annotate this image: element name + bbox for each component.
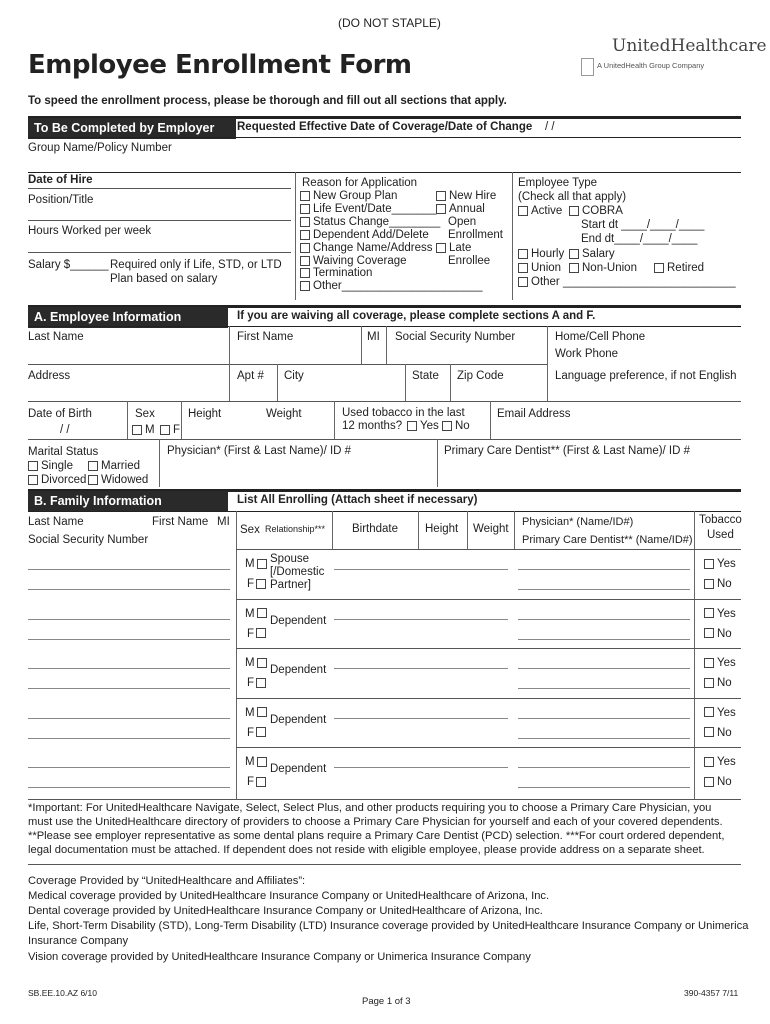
physician-line[interactable]	[518, 569, 690, 570]
col-weight: Weight	[473, 523, 509, 535]
checkbox-icon	[300, 281, 310, 291]
birthdate-line[interactable]	[334, 569, 508, 570]
tobacco-no[interactable]: No	[442, 420, 470, 432]
tobacco-no[interactable]: No	[704, 578, 732, 590]
ssn-line[interactable]	[28, 688, 230, 689]
section-b-note: List All Enrolling (Attach sheet if necessary)	[237, 494, 478, 506]
mi-label: MI	[367, 331, 380, 343]
cobra-start-date[interactable]: Start dt ____/____/____	[581, 219, 705, 231]
physician-line[interactable]	[518, 619, 690, 620]
hours-label: Hours Worked per week	[28, 225, 152, 237]
marital-divorced[interactable]: Divorced	[28, 474, 86, 486]
checkbox-icon	[257, 757, 267, 767]
email-label: Email Address	[497, 408, 571, 420]
height-label: Height	[188, 408, 222, 420]
col-dentist: Primary Care Dentist** (Name/ID#)	[522, 534, 693, 546]
coverage-line-5: Insurance Company	[28, 935, 129, 947]
dentist-line[interactable]	[518, 787, 690, 788]
checkbox-icon	[300, 268, 310, 278]
name-line[interactable]	[28, 767, 230, 768]
emp-type-hourly[interactable]: Hourly	[518, 248, 564, 260]
col-sex: Sex	[240, 524, 260, 536]
sex-m-option[interactable]: M	[245, 707, 270, 719]
relationship-label: Dependent	[270, 664, 327, 676]
checkbox-icon	[88, 475, 98, 485]
footnote-line-3: **Please see employer representative as some dental plans require a Primary Care Dentist (PCD) selection. ***For court ordered dependent,	[28, 830, 725, 842]
dob-label: Date of Birth	[28, 408, 92, 420]
col-used: Used	[707, 529, 734, 541]
coverage-line-1: Coverage Provided by “UnitedHealthcare and Affiliates”:	[28, 875, 306, 887]
logo-name: UnitedHealthcare	[612, 36, 767, 56]
reason-status-change[interactable]: Status Change________	[300, 216, 482, 229]
dentist-line[interactable]	[518, 688, 690, 689]
physician-line[interactable]	[518, 668, 690, 669]
checkbox-icon	[256, 628, 266, 638]
page-number: Page 1 of 3	[362, 996, 411, 1007]
emp-type-other[interactable]: Other ___________________________	[518, 276, 736, 288]
emp-type-non-union[interactable]: Non-Union	[569, 262, 637, 274]
reason-open: Open	[448, 215, 477, 228]
reason-termination[interactable]: Termination	[300, 267, 482, 280]
ssn-line[interactable]	[28, 639, 230, 640]
checkbox-icon	[28, 461, 38, 471]
col-last-name: Last Name	[28, 516, 84, 528]
tobacco-yes[interactable]: Yes	[704, 756, 736, 768]
row-divider	[236, 698, 741, 699]
checkbox-icon	[704, 707, 714, 717]
checkbox-icon	[300, 191, 310, 201]
coverage-line-6: Vision coverage provided by UnitedHealthcare Insurance Company or Unimerica Insurance Company	[28, 951, 531, 963]
language-label: Language preference, if not English	[555, 370, 737, 382]
reasons-right-list	[436, 190, 503, 267]
tobacco-no[interactable]: No	[704, 776, 732, 788]
col-first-name: First Name	[152, 516, 209, 528]
physician-line[interactable]	[518, 718, 690, 719]
checkbox-icon	[704, 628, 714, 638]
marital-married[interactable]: Married	[88, 460, 140, 472]
reason-waiving[interactable]: Waiving Coverage	[300, 255, 482, 268]
row-divider	[236, 648, 741, 649]
city-label: City	[284, 370, 304, 382]
checkbox-icon	[704, 579, 714, 589]
ssn-line[interactable]	[28, 738, 230, 739]
checkbox-icon	[436, 204, 446, 214]
checkbox-icon	[569, 263, 579, 273]
col-mi: MI	[217, 516, 230, 528]
salary-note-1: Required only if Life, STD, or LTD	[110, 259, 282, 271]
checkbox-icon	[257, 559, 267, 569]
checkbox-icon	[257, 707, 267, 717]
checkbox-icon	[257, 608, 267, 618]
staple-note: (DO NOT STAPLE)	[338, 16, 441, 30]
reason-dependent[interactable]: Dependent Add/Delete	[300, 229, 482, 242]
tobacco-yes[interactable]: Yes	[704, 558, 736, 570]
work-phone-label: Work Phone	[555, 348, 619, 360]
date-of-hire-label: Date of Hire	[28, 174, 93, 186]
footer-code: SB.EE.10.AZ 6/10	[28, 988, 97, 998]
col-physician: Physician* (Name/ID#)	[522, 516, 634, 528]
sex-m-option[interactable]: M	[245, 558, 270, 570]
form-number: 390-4357 7/11	[684, 988, 739, 998]
col-ssn: Social Security Number	[28, 534, 149, 546]
row-divider	[236, 599, 741, 600]
checkbox-icon	[654, 263, 664, 273]
sex-m-option[interactable]: M	[245, 756, 270, 768]
footnote-line-4: legal documentation must be attached. If dependent does not reside with eligible employee, please provide address on a separate sheet.	[28, 844, 705, 856]
tobacco-label-2: 12 months?	[342, 420, 403, 432]
reason-title: Reason for Application	[302, 177, 418, 189]
checkbox-icon	[704, 608, 714, 618]
name-line[interactable]	[28, 718, 230, 719]
checkbox-icon	[704, 658, 714, 668]
col-height: Height	[425, 523, 459, 535]
tobacco-yes[interactable]: Yes	[407, 420, 439, 432]
checkbox-icon	[407, 421, 417, 431]
checkbox-icon	[704, 757, 714, 767]
checkbox-icon	[704, 559, 714, 569]
tobacco-yes[interactable]: Yes	[704, 657, 736, 669]
relationship-label: Dependent	[270, 763, 327, 775]
address-label: Address	[28, 370, 71, 382]
group-name-label: Group Name/Policy Number	[28, 142, 172, 154]
checkbox-icon	[569, 206, 579, 216]
checkbox-icon	[256, 727, 266, 737]
footnote-line-2: must use the UnitedHealthcare directory of providers to choose a Primary Care Physician for yourself and each of your covered dependents.	[28, 816, 723, 828]
dob-field[interactable]: / /	[60, 424, 70, 436]
logo-mark-icon	[581, 58, 594, 76]
sex-f-option[interactable]: F	[247, 628, 269, 640]
sex-f-option[interactable]: F	[160, 424, 180, 436]
emp-type-retired[interactable]: Retired	[654, 262, 704, 274]
employer-section-heading: To Be Completed by Employer	[28, 118, 236, 139]
tobacco-yes[interactable]: Yes	[704, 707, 736, 719]
checkbox-icon	[569, 249, 579, 259]
dentist-line[interactable]	[518, 589, 690, 590]
checkbox-icon	[300, 243, 310, 253]
name-line[interactable]	[28, 569, 230, 570]
tobacco-no[interactable]: No	[704, 677, 732, 689]
checkbox-icon	[442, 421, 452, 431]
checkbox-icon	[518, 277, 528, 287]
row-divider	[236, 747, 741, 748]
effective-date-field[interactable]: / /	[545, 121, 555, 133]
relationship-label: Partner]	[270, 579, 311, 591]
relationship-label: Dependent	[270, 713, 327, 726]
sex-f-option[interactable]: F	[247, 578, 269, 590]
apt-label: Apt #	[237, 370, 264, 382]
section-b-heading: B. Family Information	[28, 491, 228, 512]
relationship-label: Dependent	[270, 614, 327, 627]
dentist-line[interactable]	[518, 738, 690, 739]
dentist-line[interactable]	[518, 639, 690, 640]
sex-label: Sex	[135, 408, 155, 420]
dentist-label: Primary Care Dentist** (First & Last Name)/ ID #	[444, 445, 691, 457]
checkbox-icon	[704, 777, 714, 787]
section-a-heading: A. Employee Information	[28, 307, 228, 328]
coverage-line-2: Medical coverage provided by UnitedHealthcare Insurance Company or UnitedHealthcare of Arizona, Inc.	[28, 890, 550, 902]
tobacco-no[interactable]: No	[704, 628, 732, 640]
physician-line[interactable]	[518, 767, 690, 768]
emp-type-sub: (Check all that apply)	[518, 191, 627, 203]
first-name-label: First Name	[237, 331, 294, 343]
sex-m-option[interactable]: M	[132, 424, 155, 436]
checkbox-icon	[300, 204, 310, 214]
checkbox-icon	[300, 256, 310, 266]
name-line[interactable]	[28, 619, 230, 620]
weight-label: Weight	[266, 408, 302, 420]
sex-f-option[interactable]: F	[247, 727, 269, 739]
checkbox-icon	[160, 425, 170, 435]
sex-m-option[interactable]: M	[245, 657, 270, 669]
checkbox-icon	[256, 678, 266, 688]
checkbox-icon	[257, 658, 267, 668]
sex-f-option[interactable]: F	[247, 677, 269, 689]
checkbox-icon	[436, 191, 446, 201]
checkbox-icon	[518, 263, 528, 273]
tobacco-label-1: Used tobacco in the last	[342, 407, 465, 419]
birthdate-line[interactable]	[334, 619, 508, 620]
relationship-label: Spouse	[270, 553, 310, 565]
last-name-label: Last Name	[28, 331, 84, 343]
checkbox-icon	[256, 579, 266, 589]
reason-life-event[interactable]: Life Event/Date_______	[300, 203, 482, 216]
col-relationship: Relationship***	[265, 524, 326, 534]
sex-m-option[interactable]: M	[245, 608, 270, 620]
checkbox-icon	[300, 217, 310, 227]
col-birthdate: Birthdate	[352, 523, 399, 535]
birthdate-line[interactable]	[334, 668, 508, 669]
effective-date-label: Requested Effective Date of Coverage/Date of Change	[237, 121, 533, 133]
reason-other[interactable]: Other______________________	[300, 280, 482, 293]
emp-type-union[interactable]: Union	[518, 262, 561, 274]
checkbox-icon	[300, 230, 310, 240]
marital-widowed[interactable]: Widowed	[88, 474, 148, 486]
footnote-line-1: *Important: For UnitedHealthcare Navigate, Select, Select Plus, and other products requiring you to choose a Primary Care Physician, you	[28, 802, 712, 814]
ssn-line[interactable]	[28, 589, 230, 590]
reason-new-group[interactable]: New Group Plan	[300, 190, 482, 203]
checkbox-icon	[28, 475, 38, 485]
physician-label: Physician* (First & Last Name)/ ID #	[167, 445, 352, 457]
checkbox-icon	[256, 777, 266, 787]
reason-late[interactable]: Late	[436, 242, 503, 255]
checkbox-icon	[88, 461, 98, 471]
checkbox-icon	[704, 678, 714, 688]
reason-enrollee: Enrollee	[448, 254, 491, 267]
checkbox-icon	[518, 206, 528, 216]
sex-f-option[interactable]: F	[247, 776, 269, 788]
col-tobacco: Tobacco	[699, 514, 742, 526]
reason-change-name[interactable]: Change Name/Address	[300, 242, 482, 255]
salary-label[interactable]: Salary $______	[28, 259, 109, 271]
birthdate-line[interactable]	[334, 718, 508, 719]
reason-new-hire[interactable]: New Hire	[436, 190, 503, 203]
checkbox-icon	[132, 425, 142, 435]
name-line[interactable]	[28, 668, 230, 669]
coverage-line-4: Life, Short-Term Disability (STD), Long-Term Disability (LTD) Insurance coverage provided by UnitedHealthcare Insurance Company or Unimerica	[28, 920, 749, 932]
position-label: Position/Title	[28, 194, 94, 206]
intro-text: To speed the enrollment process, please be thorough and fill out all sections that apply.	[28, 95, 507, 107]
checkbox-icon	[704, 727, 714, 737]
reason-annual[interactable]: Annual	[436, 203, 503, 216]
salary-note-2: Plan based on salary	[110, 273, 218, 285]
coverage-line-3: Dental coverage provided by UnitedHealthcare Insurance Company or UnitedHealthcare of Arizona, Inc.	[28, 905, 543, 917]
emp-type-title: Employee Type	[518, 177, 598, 189]
birthdate-line[interactable]	[334, 767, 508, 768]
checkbox-icon	[518, 249, 528, 259]
marital-single[interactable]: Single	[28, 460, 73, 472]
emp-type-salary[interactable]: Salary	[569, 248, 615, 260]
checkbox-icon	[436, 243, 446, 253]
emp-type-cobra[interactable]: COBRA	[569, 205, 623, 217]
state-label: State	[412, 370, 439, 382]
relationship-label: [/Domestic	[270, 566, 325, 578]
logo-tagline: A UnitedHealth Group Company	[597, 61, 705, 70]
home-phone-label: Home/Cell Phone	[555, 331, 646, 343]
section-a-note: If you are waiving all coverage, please complete sections A and F.	[237, 310, 596, 322]
ssn-line[interactable]	[28, 787, 230, 788]
zip-label: Zip Code	[457, 370, 504, 382]
page-title: Employee Enrollment Form	[28, 50, 412, 80]
tobacco-yes[interactable]: Yes	[704, 608, 736, 620]
reason-enrollment: Enrollment	[448, 228, 503, 241]
cobra-end-date[interactable]: End dt____/____/____	[581, 233, 698, 245]
marital-label: Marital Status	[28, 446, 99, 458]
ssn-label: Social Security Number	[395, 331, 516, 343]
tobacco-no[interactable]: No	[704, 727, 732, 739]
emp-type-active[interactable]: Active	[518, 205, 562, 217]
